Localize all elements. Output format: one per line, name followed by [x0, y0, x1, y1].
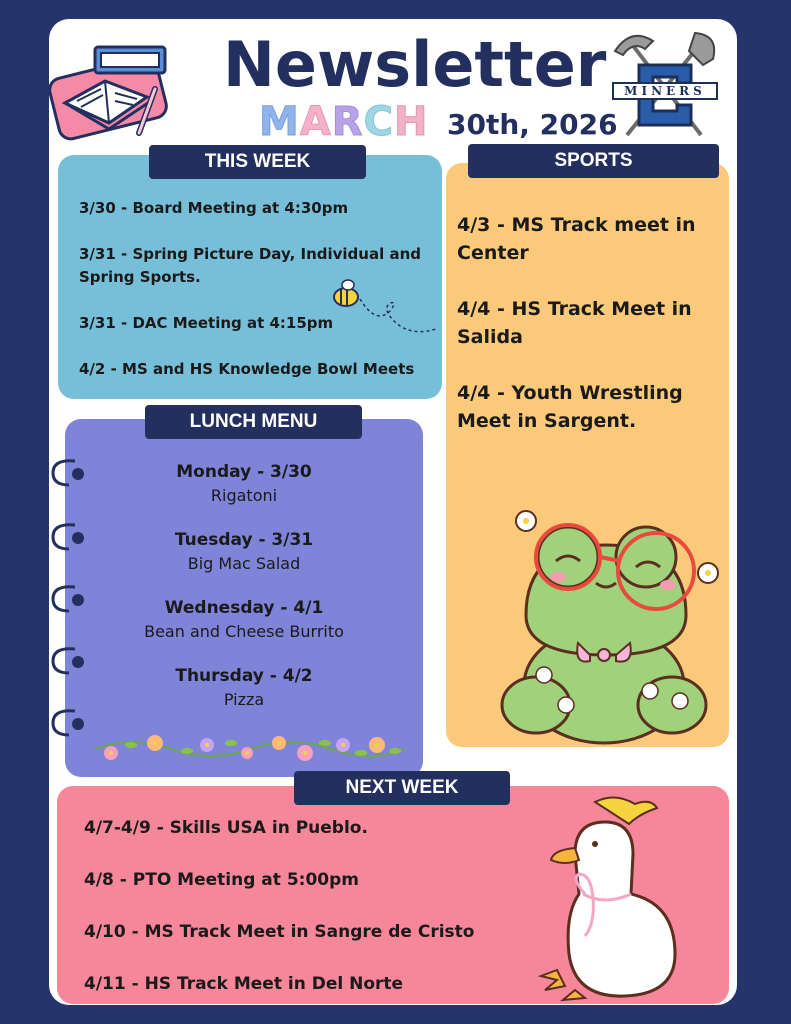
- lunch-food: Bean and Cheese Burrito: [144, 622, 344, 641]
- newsletter-date: 30th, 2026: [447, 108, 618, 141]
- sports-tag: SPORTS: [468, 144, 719, 178]
- flower-vine-icon: [91, 727, 407, 767]
- lunch-list: [65, 461, 423, 733]
- sports-list: [457, 211, 717, 463]
- lunch-food: Rigatoni: [210, 486, 278, 505]
- this-week-item: 3/31 - DAC Meeting at 4:15pm: [79, 314, 334, 332]
- next-week-panel: [57, 786, 729, 1004]
- bee-icon: [328, 275, 440, 345]
- month-letter: A: [299, 99, 332, 145]
- lunch-day-label: Thursday - 4/2: [175, 666, 313, 686]
- sports-panel: [446, 163, 729, 747]
- book-illustration-icon: [49, 37, 185, 157]
- this-week-tag: THIS WEEK: [149, 145, 366, 179]
- month-letter: R: [331, 99, 364, 145]
- sports-item: 4/3 - MS Track meet in Center: [457, 214, 696, 264]
- newsletter-title: Newsletter: [223, 28, 607, 101]
- this-week-item: 4/2 - MS and HS Knowledge Bowl Meets: [79, 360, 415, 378]
- lunch-day: [65, 597, 423, 643]
- lunch-day-label: Monday - 3/30: [176, 462, 312, 482]
- lunch-day: [65, 461, 423, 507]
- miners-logo-icon: [609, 25, 721, 137]
- lunch-panel: [65, 419, 423, 777]
- month-letter: C: [363, 99, 394, 145]
- frog-illustration-icon: [496, 505, 726, 745]
- newsletter-card: [49, 19, 737, 1005]
- next-week-item: 4/10 - MS Track Meet in Sangre de Cristo: [84, 922, 475, 942]
- notebook-ring-icon: [49, 455, 89, 755]
- lunch-day: [65, 665, 423, 711]
- lunch-menu-tag: LUNCH MENU: [145, 405, 362, 439]
- logo-text: MINERS: [624, 84, 706, 98]
- next-week-item: 4/8 - PTO Meeting at 5:00pm: [84, 870, 359, 890]
- lunch-food: Pizza: [223, 690, 265, 709]
- next-week-item: 4/7-4/9 - Skills USA in Pueblo.: [84, 818, 368, 838]
- sports-item: 4/4 - Youth Wrestling Meet in Sargent.: [457, 382, 683, 432]
- next-week-tag: NEXT WEEK: [294, 771, 510, 805]
- this-week-item: 3/31 - Spring Picture Day, Individual and Spring Sports.: [79, 245, 421, 286]
- lunch-day-label: Tuesday - 3/31: [174, 530, 314, 550]
- lunch-food: Big Mac Salad: [187, 554, 301, 573]
- lunch-day-label: Wednesday - 4/1: [164, 598, 324, 618]
- this-week-panel: [58, 155, 442, 399]
- month-label: [259, 97, 428, 147]
- month-letter: H: [393, 99, 429, 145]
- duck-illustration-icon: [535, 794, 685, 1004]
- this-week-item: 3/30 - Board Meeting at 4:30pm: [79, 199, 349, 217]
- next-week-list: [84, 816, 544, 1005]
- sports-item: 4/4 - HS Track Meet in Salida: [457, 298, 692, 348]
- next-week-item: 4/11 - HS Track Meet in Del Norte: [84, 974, 404, 994]
- lunch-day: [65, 529, 423, 575]
- month-letter: M: [259, 99, 300, 145]
